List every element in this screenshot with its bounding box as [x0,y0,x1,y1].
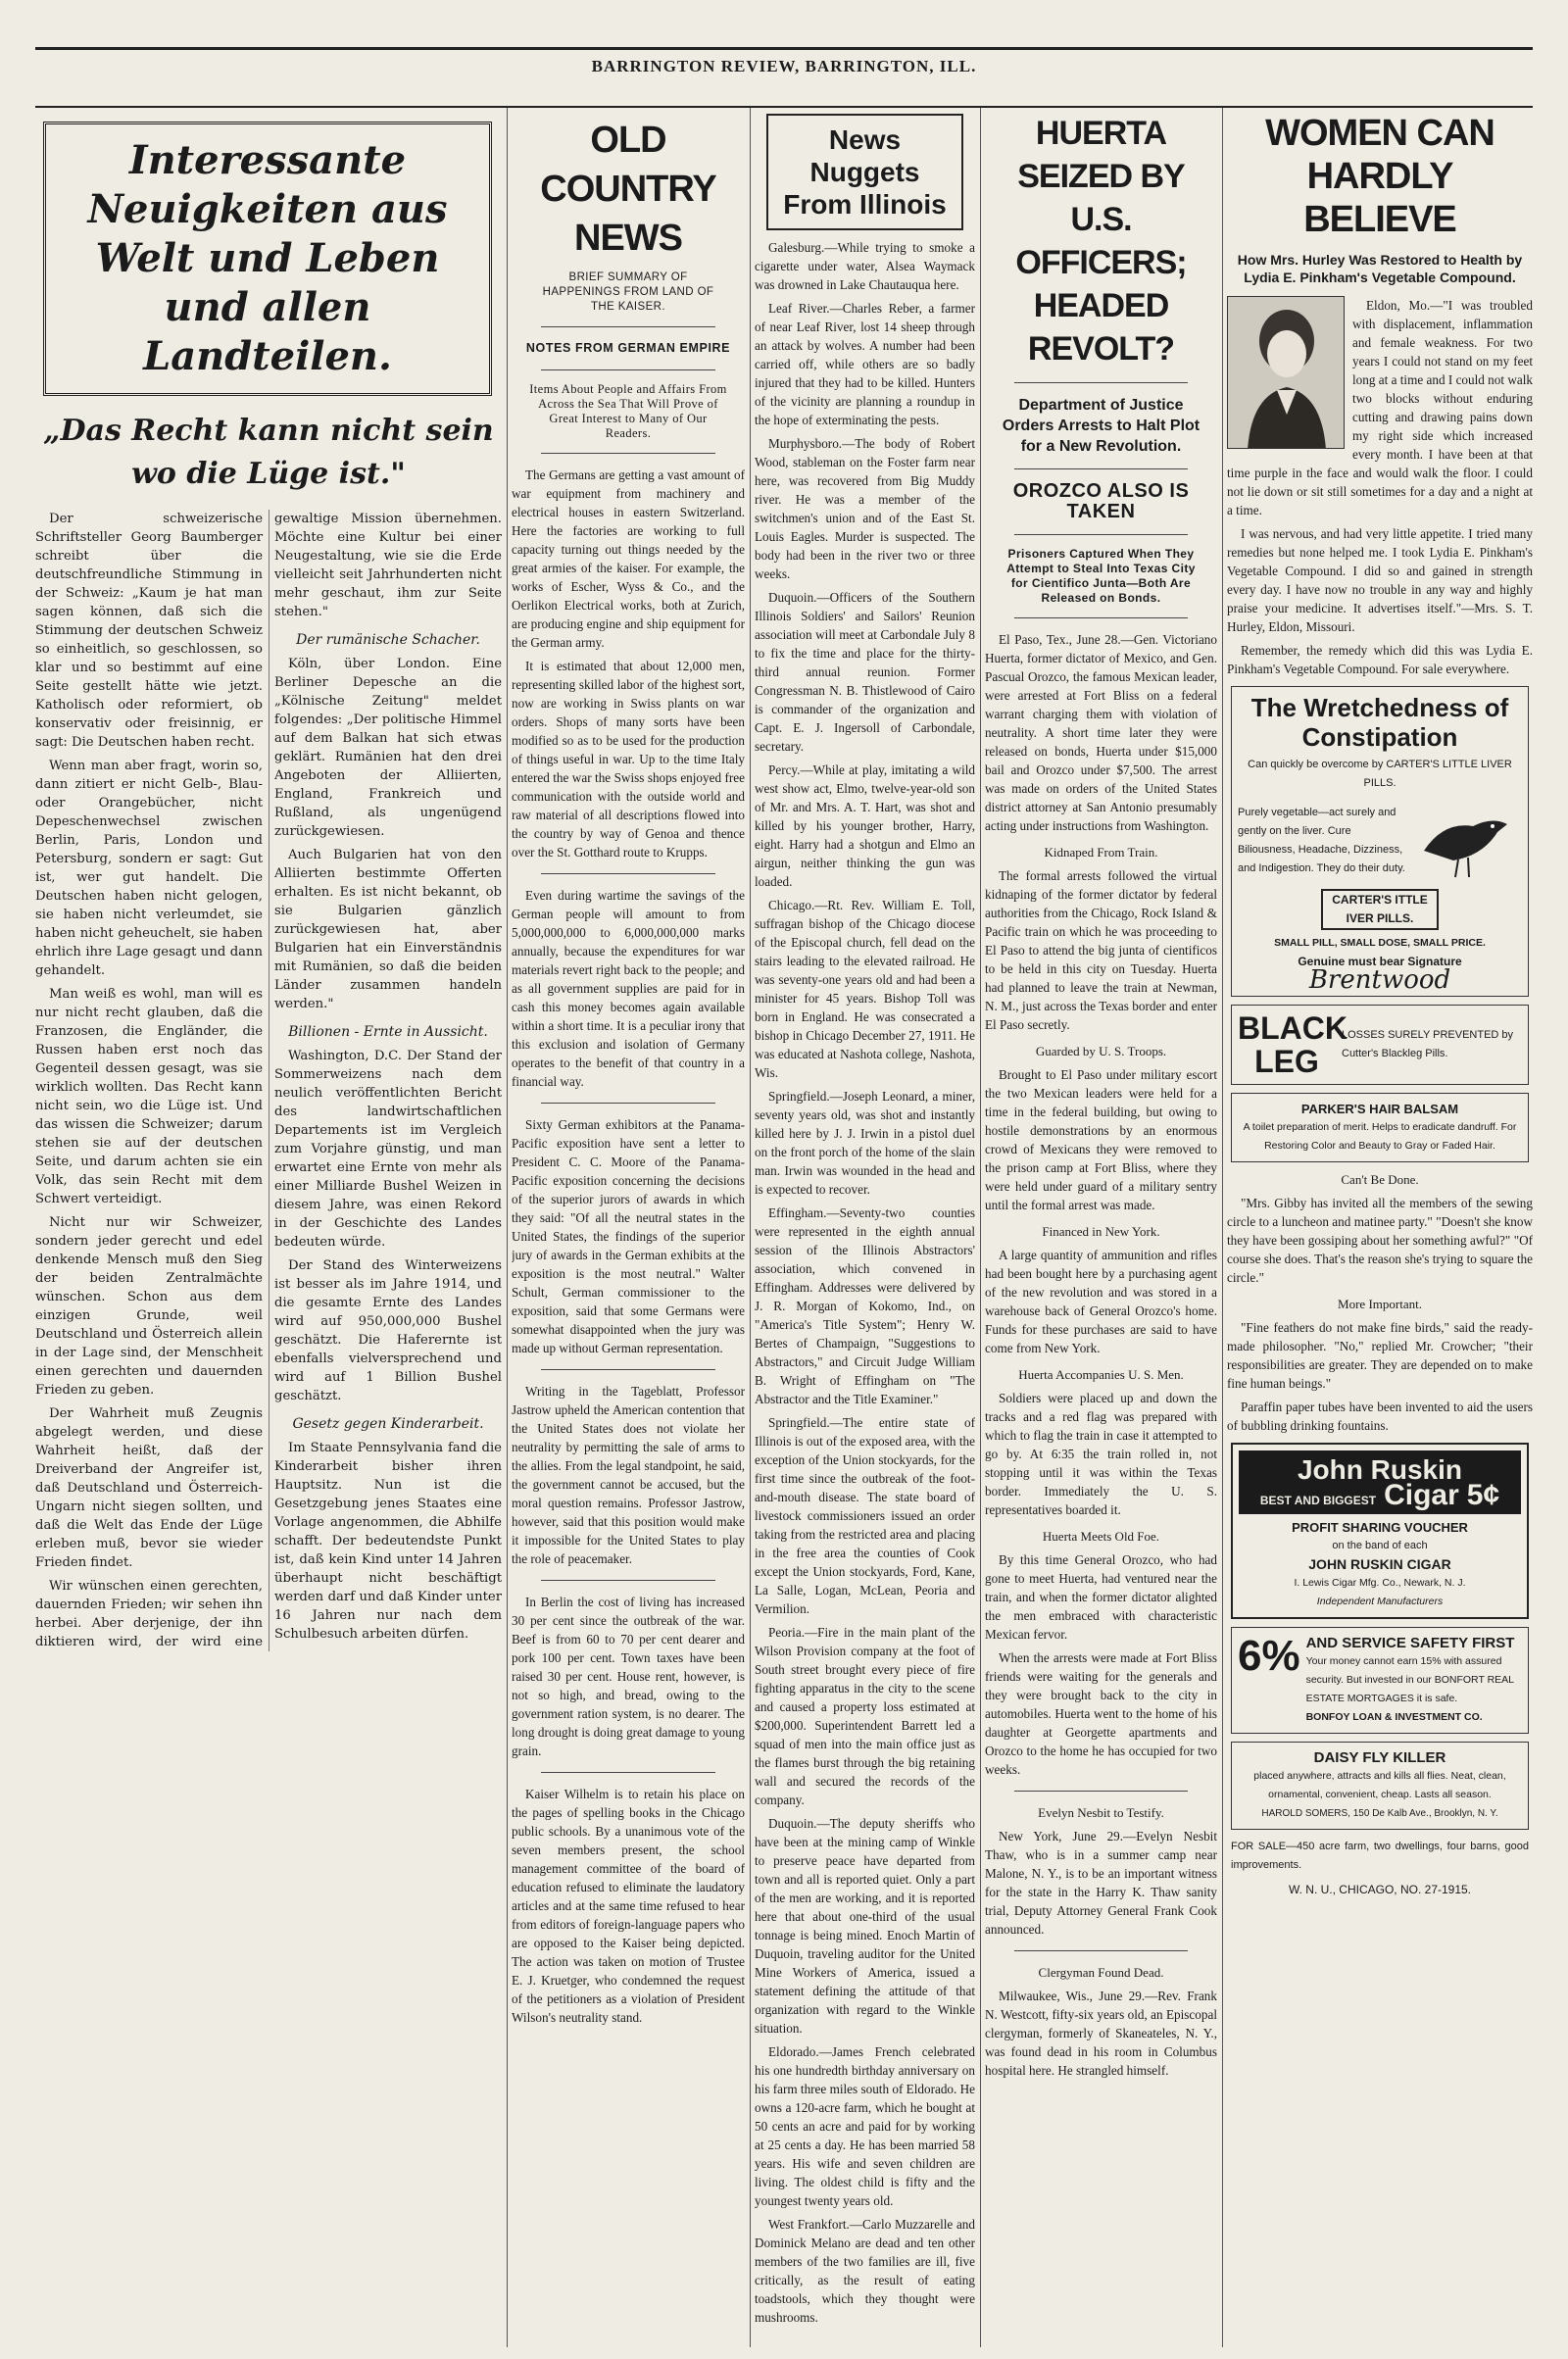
ad-company: BONFOY LOAN & INVESTMENT CO. [1305,1711,1483,1723]
paragraph: Murphysboro.—The body of Robert Wood, stableman on the Foster farm near here, was recovered from Big Muddy river. He was a member of the switchmen's union and of the East St. Louis Eagles. Murder is suspected. The body had been in the river two or three weeks. [755,436,975,581]
paragraph: Eldon, Mo.—"I was troubled with displacement, inflammation and female weakness. For two years I could not stand on my feet long at a time and I could not walk two blocks without enduring cutting and drawing pains down my right side which increased every month. I have been at that time purple in the face and would walk the floor. I could not lie down or sit still sometimes for a day and a night at a time. [1227,298,1533,517]
portrait-illustration [1227,296,1345,449]
column-rule [507,108,508,2347]
paragraph: The formal arrests followed the virtual kidnaping of the former dictator by federal authorities from the Chicago, Rock Island & Pacific train on which he was proceeding to El Paso to attend the big junta of cientificos to be held in this city on Tuesday. Huerta had planned to leave the train at Newman, N. M., just across the Texas border and enter El Paso secretly. [985,868,1217,1032]
ad-tagline: BEST AND BIGGEST [1259,1494,1377,1507]
paragraph: In Berlin the cost of living has increased 30 per cent since the outbreak of the war. Beef is from 60 to 70 per cent dearer and pork 100 per cent. Town taxes have been raised 30 per cent. House rent, however, is not so high, and bread, owing to the government ration system, is no dearer. The long drought is doing great damage to young grain. [512,1595,745,1758]
ad-text: A toilet preparation of merit. Helps to eradicate dandruff. For Restoring Color and Beauty to Gray or Faded Hair. [1243,1121,1517,1152]
subheading: Billionen - Ernte in Aussicht. [288,1024,488,1040]
footer-printer-line: W. N. U., CHICAGO, NO. 27-1915. [1288,1883,1472,1896]
paragraph: Brought to El Paso under military escort the two Mexican leaders were held for a time in the federal building, but owing to hostile demonstrations by an enormous crowd of Mexicans they were removed to the prison camp at Fort Bliss, where they were held under guard of a military sentry until the formal arrest was made. [985,1067,1217,1212]
divider [541,873,715,874]
paragraph: Chicago.—Rt. Rev. William E. Toll, suffragan bishop of the Chicago diocese of the Episcopal church, fell dead on the stairs leading to the elevated railroad. He was seventy-one years old and had been a minister for 45 years. Bishop Toll was born in England. He was consecrated a bishop in Chicago December 27, 1911. He was educated at Nashota college, Nashota, Wis. [755,898,975,1080]
ad-voucher: PROFIT SHARING VOUCHER [1292,1520,1468,1535]
ad-headline: PARKER'S HAIR BALSAM [1300,1102,1459,1116]
paragraph: West Frankfort.—Carlo Muzzarelle and Dominick Melano are dead and ten other members of the two families are ill, five critically, as the result of eating toadstools, which they thought were mushrooms. [755,2217,975,2325]
paragraph: Im Staate Pennsylvania fand die Kinderarbeit bisher ihren Hauptsitz. Nun ist die Gesetzgebung jenes Staates eine Vorlage angenommen, die Abhilfe schafft. Der bedeutendste Punkt ist, daß kein Kind unter 14 Jahren überhaupt nicht beschäftigt werden darf und daß Kinder unter 16 Jahren nur nach dem Schulbesuch arbeiten dürfen. [274,1441,502,1642]
german-article-headline: „Das Recht kann nicht sein wo die Lüge ist." [43,414,494,491]
section-head: Huerta Meets Old Foe. [1042,1529,1160,1544]
paragraph: When the arrests were made at Fort Bliss friends were waiting for the generals and they were brought back to the city in automobiles. Huerta went to the home of his daughter at Georgette apartments and Orozco to the home he has occupied for two weeks. [985,1650,1217,1777]
paragraph: A large quantity of ammunition and rifles had been bought here by a purchasing agent of the new revolution and was stored in a warehouse back of General Orozco's home. Funds for these purchases are said to have come from New York. [985,1248,1217,1355]
ad-signature-label: Genuine must bear Signature [1298,955,1462,968]
paragraph: Duquoin.—Officers of the Southern Illinois Soldiers' and Sailors' Reunion association will meet at Carbondale July 8 to fix the time and place for the thirty-third annual reunion. Former Congressman N. B. Thistlewood of Cairo is commander of the organization and Capt. E. J. Ingersoll of Carbondale, secretary. [755,590,975,754]
carters-pills-ad [1231,686,1529,997]
huerta-article-column [985,108,1217,2347]
headline: WOMEN CAN HARDLY BELIEVE [1265,113,1494,240]
divider [541,369,715,370]
paragraph: It is estimated that about 12,000 men, representing skilled labor of the highest sort, now are working in Swiss plants on war orders. Shops of many sorts have been modified so as to be used for the production of things useful in war. Up to the time Italy entered the war the Swiss shops enjoyed free communication with the outside world and raw material of all descriptions flowed into the country by way of Genoa and thence over the St. Gotthard route to Krupps. [512,659,745,860]
section-head: Huerta Accompanies U. S. Men. [1018,1367,1184,1382]
paragraph: Remember, the remedy which did this was Lydia E. Pinkham's Vegetable Compound. For sale everywhere. [1227,643,1533,676]
paragraph: New York, June 29.—Evelyn Nesbit Thaw, who is in a summer camp near Malone, N. Y., is to be an important witness for the state in the Harry K. Thaw sanity trial, Deputy Attorney General Frank Cook announced. [985,1829,1217,1937]
deck: Department of Justice Orders Arrests to Halt Plot for a New Revolution. [1002,397,1200,455]
illinois-news-column [755,108,975,2347]
deck: BRIEF SUMMARY OF HAPPENINGS FROM LAND OF THE KAISER. [542,271,714,313]
ad-text: Your money cannot earn 15% with assured security. But invested in our BONFORT REAL ESTATE MORTGAGES it is safe. [1305,1655,1514,1704]
masthead-rule-top [35,47,1533,50]
paragraph: Galesburg.—While trying to smoke a cigarette under water, Alsea Waymack was drowned in Lake Chautauqua here. [755,240,975,292]
paragraph: Peoria.—Fire in the main plant of the Wilson Provision company at the foot of South street brought every piece of fire fighting apparatus in the city to the scene and caused a property loss estimated at $200,000. Superintendent Barrett led a squad of men into the main office just as the flames burst through the big retaining wall and secured the records of the company. [755,1625,975,1807]
newspaper-title: BARRINGTON REVIEW, BARRINGTON, ILL. [591,57,977,75]
ad-price: 5¢ [1466,1479,1500,1511]
deck: Prisoners Captured When They Attempt to Steal Into Texas City for Cientifico Junta—Both Are Released on Bonds. [1006,547,1196,605]
paragraph: Writing in the Tageblatt, Professor Jastrow upheld the American contention that the United States does not violate her neutrality by permitting the sale of arms to the allies. From the legal standpoint, he said, the government cannot be accused, but the moral question remains. Professor Jastrow, however, said that this position would make it impossible for the United States to play the role of peacemaker. [512,1384,745,1566]
divider [1014,1950,1188,1951]
subheadline: OROZCO ALSO IS TAKEN [1012,480,1190,522]
paragraph: Percy.—While at play, imitating a wild west show act, Elmo, twelve-year-old son of Mr. and Mrs. A. T. Hart, was shot and killed by his younger brother, Harry, eight. Harry had a shotgun and Elmo an airgun, neither thinking the gun was loaded. [755,762,975,889]
ad-text: on the band of each [1332,1540,1428,1551]
paragraph: Sixty German exhibitors at the Panama-Pacific exposition have sent a letter to President C. C. Moore of the Panama-Pacific exposition concerning the decisions of the superior jurors of awards in which they said: "Of all the neutral states in the United States, the findings of the superior jury of awards in the German exhibits at the exposition is the most neutral." Walter Schult, German commissioner to the exposition, said that some Germans were somewhat disappointed when the jury was made up without German representation. [512,1117,745,1355]
paragraph: "Fine feathers do not make fine birds," said the ready-made philosopher. "No," replied Mr. Crowcher; "their responsibilities are greater. They are depended on to make fine human beings." [1227,1320,1533,1391]
paragraph: Der Stand des Winterweizens ist besser als im Jahre 1914, und die gesamte Ernte des Landes wird auf 950,000,000 Bushel geschätzt. Die Haferernte ist ebenfalls vielversprechend und wird auf 1 Billion Bushel geschätzt. [274,1258,502,1403]
cigar-ad-banner [1239,1450,1521,1514]
ad-headline: BLACK LEG [1238,1010,1348,1079]
signature: Brentwood [1308,965,1451,995]
ad-headline: The Wretchedness of Constipation [1250,693,1509,752]
ad-product: Cigar [1384,1479,1459,1511]
cigar-ad-row [1243,1479,1517,1511]
paragraph: Leaf River.—Charles Reber, a farmer of near Leaf River, lost 14 sheep through an attack by wolves. A number had been carried off, while others are so badly injured that they had to be killed. Hunters of the vicinity are planning a roundup in the hope of exterminating the pests. [755,301,975,427]
divider [1014,617,1188,618]
ad-rate: 6% [1238,1632,1300,1680]
column-rule [980,108,981,2347]
ad-tagline: SMALL PILL, SMALL DOSE, SMALL PRICE. [1274,937,1486,949]
column-rule [750,108,751,2347]
paragraph: Köln, über London. Eine Berliner Depesche an die „Kölnische Zeitung" meldet folgendes: „Der politische Himmel auf dem Balkan hat sich etwas geklärt. Rumänien hat den drei Angeboten der Alliierten, England, Frankreich und Rußland, als ungenügend zurückgewiesen. [274,657,502,839]
german-article-body [35,510,502,1651]
paragraph: El Paso, Tex., June 28.—Gen. Victoriano Huerta, former dictator of Mexico, and Gen. Pascual Orozco, the famous Mexican leader, were arrested at Fort Bliss on a federal warrant charging them with violation of neutrality. A short time later they were released on bonds, Huerta under $15,000 bail and Orozco under $7,500. The arrest was made on orders of the United States district attorney at San Antonio presumably acting under instructions from Washington. [985,632,1217,833]
german-news-column [35,108,502,2347]
news-nuggets-title-box: News Nuggets From Illinois [766,114,963,230]
ad-maker: HAROLD SOMERS, 150 De Kalb Ave., Brooklyn, N. Y. [1261,1808,1498,1819]
paragraph: Milwaukee, Wis., June 29.—Rev. Frank N. Westcott, fifty-six years old, an Episcopal clergyman, formerly of Skaneateles, N. Y., was found dead in his room in Columbus hospital here. He strangled himself. [985,1989,1217,2078]
section-head: Clergyman Found Dead. [1038,1965,1164,1980]
paragraph: Wenn man aber fragt, worin so, dann zitiert er nicht Gelb-, Blau- oder Orangebücher, nicht Depeschenwechsel zwischen Berlin, Paris, London und Petersburg, sondern er sagt: Gut ist, wer gut handelt. Die Deutschen haben nicht gelogen, sie haben nicht verleumdet, sie haben nicht geheuchelt, sie haben ehrlich ihre Lage gesagt und dann gehandelt. [35,759,263,978]
ad-headline: AND SERVICE SAFETY FIRST [1305,1635,1515,1651]
divider [1014,534,1188,535]
daisy-fly-killer-ad [1231,1742,1529,1830]
headline: OLD COUNTRY NEWS [540,120,716,259]
divider [541,1369,715,1370]
paragraph: Even during wartime the savings of the German people will amount to from 5,000,000,000 to 6,000,000,000 marks annually, because the expenditures for war materials revert right back to the people; and as all government supplies are paid for in cash this money becomes again available within a short time. It is a peculiar irony that this exclusion and isolation of Germany operates to the benefit of that country in a financial way. [512,888,745,1089]
german-title-box: Interessante Neuigkeiten aus Welt und Leben und allen Landteilen. [43,122,492,396]
deck: Items About People and Affairs From Across the Sea That Will Prove of Great Interest to Many of Our Readers. [529,382,727,440]
paragraph: Springfield.—The entire state of Illinois is out of the exposed area, with the exception of the Union stockyards, for the first time since the outbreak of the foot-and-mouth disease. The state board of livestock commissioners issued an order taking from the restricted area and placing in the free area the counties of Cook except the Union stockyards, Ford, Kane, La Salle, Logan, McLean, Peoria and Vermilion. [755,1415,975,1616]
ad-text: Purely vegetable—act surely and gently on the liver. Cure Biliousness, Headache, Dizziness, and Indigestion. They do their duty. [1238,807,1405,874]
john-ruskin-cigar-ad [1231,1443,1529,1619]
paragraph: Eldorado.—James French celebrated his one hundredth birthday anniversary on his farm three miles south of Eldorado. He owns a 120-acre farm, which he bought at 50 cents an acre and paid for by working at 25 cents a day. He has been married 58 years. His wife and seven children are living. The oldest child is fifty and the youngest twenty years old. [755,2044,975,2208]
divider [541,1772,715,1773]
subheading: Der rumänische Schacher. [296,632,480,648]
paragraph: Auch Bulgarien hat von den Alliierten bestimmte Offerten erhalten. Es ist nicht bekannt, ob sie Bulgarien gänzlich zurückgewiesen hat, aber Bulgarien hat ein Einverständnis mit Rumänien, so daß die beiden Länder zusammen handeln werden." [274,848,502,1011]
paragraph: Duquoin.—The deputy sheriffs who have been at the mining camp of Winkle to preserve peace have departed from town and all is reported quiet. Only a part of the men are working, and it is reported here that about one-third of the usual tonnage is being mined. Enoch Martin of Duquoin, traveling auditor for the United Mine Workers of America, issued a statement defining the attitude of that organization with regard to the Winkle situation. [755,1816,975,2036]
subheading: Gesetz gegen Kinderarbeit. [292,1416,484,1432]
woman-portrait-icon [1228,297,1345,449]
ad-text: placed anywhere, attracts and kills all flies. Neat, clean, ornamental, convenient, cheap. Lasts all season. [1253,1770,1506,1800]
ad-body [1238,797,1522,885]
parkers-balsam-ad [1231,1093,1529,1162]
headline: HUERTA SEIZED BY U.S. OFFICERS; HEADED REVOLT? [1015,115,1187,368]
paragraph: Washington, D.C. Der Stand der Sommerweizens nach dem neulich veröffentlichten Bericht des landwirtschaftlichen Departements ist im Vergleich zum Vorjahre günstig, und man erwartet eine Ernte von mehr als einer Milliarde Bushel Weizen in diesem Jahre, was einen Rekord in der Geschichte des Landes bedeuten würde. [274,1049,502,1250]
paragraph: Paraffin paper tubes have been invented to aid the users of bubbling drinking fountains. [1227,1400,1533,1433]
advertisements-column [1227,108,1533,2347]
section-head: NOTES FROM GERMAN EMPIRE [525,341,731,355]
ad-brand: John Ruskin [1297,1454,1462,1485]
paragraph: I was nervous, and had very little appetite. I tried many remedies but none helped me. I took Lydia E. Pinkham's Vegetable Compound. I did so and gained in strength every day. I have now no trouble in any way and highly praise your medicine. It advertises itself."—Mrs. S. T. Hurley, Eldon, Missouri. [1227,526,1533,634]
paragraph: Springfield.—Joseph Leonard, a miner, seventy years old, was shot and instantly killed here by J. J. Irwin in a pistol duel on the front porch of the home of the slain man. Irwin was wounded in the head and is expected to recover. [755,1089,975,1197]
divider [541,326,715,327]
paragraph: Nicht nur wir Schweizer, sondern jeder gerecht und edel denkende Mensch muß den Sieg der beiden Zentralmächte wünschen. Schon aus dem einzigen Grunde, weil Deutschland und Österreich allein in der Lage sind, der Menschheit einen gerechten und dauernden Frieden zu geben. [35,1215,263,1398]
paragraph: Soldiers were placed up and down the tracks and a red flag was prepared with which to flag the train in case it attempted to go by. At 6:35 the train rolled in, not stopping until it was within the Texas border. Immediately the U. S. representatives boarded it. [985,1391,1217,1517]
deck: How Mrs. Hurley Was Restored to Health by Lydia E. Pinkham's Vegetable Compound. [1237,252,1523,285]
paragraph: By this time General Orozco, who had gone to meet Huerta, had ventured near the train, and when the former dictator alighted the men embraced with characteristic Mexican fervor. [985,1552,1217,1642]
divider [541,453,715,454]
paragraph: Kaiser Wilhelm is to retain his place on the pages of spelling books in the Chicago public schools. By a unanimous vote of the seven members present, the school management committee of the board of education refused to eliminate the laudatory articles and at the same time refused to hear from editors of foreign-language papers who are opposed to the Kaiser being depicted. The action was taken on motion of Trustee E. J. Kruetger, who condemned the request of the petitioners as a violation of President Wilson's neutrality stand. [512,1787,745,2025]
ad-text: LOSSES SURELY PREVENTED by Cutter's Blackleg Pills. [1342,1029,1514,1059]
divider [1014,468,1188,469]
paragraph: The Germans are getting a vast amount of war equipment from machinery and electrical houses in eastern Switzerland. Here the factories are working to full capacity turning out things needed by the great armies of the kaiser. For example, the works of Escher, Wyss & Co., and the Oerlikon Electrical works, both at Zurich, are producing engine and ship equipment for the German army. [512,467,745,650]
crow-icon [1414,797,1522,885]
column-rule [1222,108,1223,2347]
masthead [0,0,1568,108]
divider [541,1580,715,1581]
paragraph: Der schweizerische Schriftsteller Georg Baumberger schreibt über die deutschfreundliche Stimmung in der Schweiz: „Kaum je hat man sagen können, daß sich die Stimmung der deutschen Schweiz so einheitlich, so geschlossen, so klar und so bestimmt auf eine Seite gestellt hätte wie jetzt. Katholisch oder reformiert, ob konservativ oder freisinnig, er sagt: Die Deutschen haben recht. [35,512,263,750]
ad-body [1306,1634,1522,1727]
divider [1014,382,1188,383]
old-country-news-column [512,108,745,2347]
paragraph: Man weiß es wohl, man will es nur nicht recht glauben, daß die Franzosen, die Engländer, die Russen haben erst noch das Gegenteil dessen gesagt, was sie wirklich wollten. Das Recht kann nicht sein, wo die Lüge ist. Und das wissen die Schweizer; darum stehen sie auf der deutschen Seite, und darum achten sie ein Volk, das sein Recht mit dem Schwert verteidigt. [35,987,263,1206]
six-percent-ad [1231,1627,1529,1734]
paragraph: Wir wünschen einen gerechten, dauernden Frieden; wir sehen ihn herbei. Aber derjenige, der ihn diktieren wird, der wird eine gewaltige Mission übernehmen. Möchte eine Kultur bei einer Neugestaltung, wie sie die Erde vielleicht seit Jahrhunderten nicht mehr geschaut, ihm zur Seite stehen." [35,512,502,1649]
pill-box-label: CARTER'S ITTLE IVER PILLS. [1321,889,1439,930]
divider [1014,1791,1188,1792]
ad-maker-note: Independent Manufacturers [1316,1596,1444,1607]
paragraph: "Mrs. Gibby has invited all the members of the sewing circle to a luncheon and matinee party." "Doesn't she know they have been gossiping about her something awful?" "Of course she does. That's the reason she's trying to square the circle." [1227,1196,1533,1285]
ad-subtitle: Can quickly be overcome by CARTER'S LITTLE LIVER PILLS. [1248,759,1512,789]
paragraph: Der Wahrheit muß Zeugnis abgelegt werden, und diese Wahrheit heißt, daß der Dreiverband der Angreifer ist, daß Deutschland und Österreich-Ungarn nicht siegen sollten, und daß die Welt das Ende der Lüge erleben muß, bevor sie wieder Frieden findet. [35,1406,263,1570]
blackleg-ad [1231,1005,1529,1085]
section-head: Guarded by U. S. Troops. [1035,1044,1167,1058]
section-head: More Important. [1338,1297,1422,1311]
section-head: Kidnaped From Train. [1044,845,1158,860]
section-head: Financed in New York. [1042,1224,1160,1239]
section-head: Can't Be Done. [1341,1172,1419,1187]
ad-maker: I. Lewis Cigar Mfg. Co., Newark, N. J. [1294,1577,1466,1589]
paragraph: Effingham.—Seventy-two counties were represented in the eighth annual session of the Illinois Abstractors' association, which convened in Effingham. Addresses were delivered by J. R. Morgan of Kokomo, Ind., on "America's Title System"; Henry W. Bertes of Champaign, "Suggestions to Abstractors," and Circuit Judge William B. Wright of Effingham on "The Abstractor and the Title Examiner." [755,1205,975,1406]
section-head: Evelyn Nesbit to Testify. [1038,1805,1164,1820]
ad-headline: DAISY FLY KILLER [1313,1749,1446,1766]
divider [541,1103,715,1104]
ad-name: JOHN RUSKIN CIGAR [1308,1556,1451,1572]
classified-ad: FOR SALE—450 acre farm, two dwellings, four barns, good improvements. [1231,1841,1529,1871]
